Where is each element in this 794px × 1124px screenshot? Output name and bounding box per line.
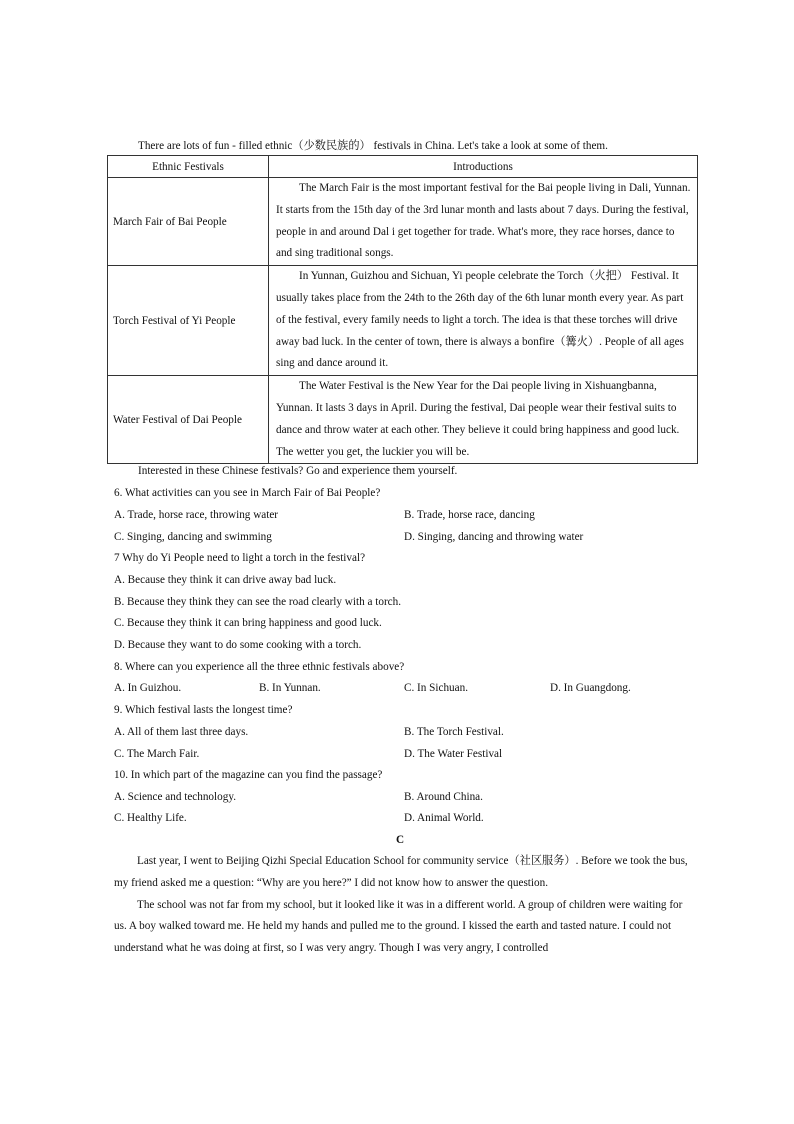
option-a: A. In Guizhou. — [114, 682, 182, 694]
column-header-introductions: Introductions — [269, 156, 698, 178]
option-b: B. Trade, horse race, dancing — [404, 509, 535, 521]
option-d: D. In Guangdong. — [550, 682, 631, 694]
option-a: A. Because they think it can drive away bad luck. — [114, 574, 337, 586]
passage-paragraph: The school was not far from my school, but it looked like it was in a different world. A group of children were waiting for us. A boy walked toward me. He held my hands and pulled me to the ground. I kissed the earth and tasted nature. I could not understand what he was doing at first, so I was very angry. Though I was very angry, I controlled — [114, 898, 683, 955]
after-table-sentence: Interested in these Chinese festivals? Go and experience them yourself. — [138, 465, 458, 477]
column-header-festivals: Ethnic Festivals — [108, 156, 269, 178]
festival-introduction: In Yunnan, Guizhou and Sichuan, Yi people celebrate the Torch（火把） Festival. It usually takes place from the 24th to the 26th day of the 6th lunar month every year. As part of the festival, every family needs to light a torch. The idea is that these torches will drive away bad luck. In the center of town, there is always a bonfire（篝火）. People of all ages sing and dance around it. — [276, 270, 684, 370]
festival-introduction: The March Fair is the most important festival for the Bai people living in Dali, Yunnan. It starts from the 15th day of the 3rd lunar month and lasts about 7 days. During the festival, people in and around Dal i get together for trade. What's more, they race horses, dance to and sing traditional songs. — [276, 182, 691, 260]
option-a: A. Trade, horse race, throwing water — [114, 509, 279, 521]
passage-paragraph: Last year, I went to Beijing Qizhi Special Education School for community service（社区服务）. Before we took the bus, my friend asked me a question: “Why are you here?” I did not know how to answer the question. — [114, 855, 688, 889]
question-stem: 9. Which festival lasts the longest time? — [114, 704, 293, 716]
option-c: C. The March Fair. — [114, 748, 200, 760]
option-b: B. Because they think they can see the road clearly with a torch. — [114, 596, 402, 608]
question-stem: 6. What activities can you see in March Fair of Bai People? — [114, 487, 381, 499]
festival-name: Water Festival of Dai People — [108, 376, 269, 464]
table-header-row — [108, 156, 698, 178]
option-c: C. Because they think it can bring happiness and good luck. — [114, 617, 382, 629]
option-a: A. All of them last three days. — [114, 726, 249, 738]
table-row — [108, 178, 698, 266]
option-a: A. Science and technology. — [114, 791, 236, 803]
option-c: C. In Sichuan. — [404, 682, 469, 694]
festival-introduction-cell — [269, 178, 698, 266]
option-d: D. Animal World. — [404, 812, 484, 824]
reading-passage — [114, 851, 694, 960]
festival-name: March Fair of Bai People — [108, 178, 269, 266]
option-d: D. The Water Festival — [404, 748, 503, 760]
option-b: B. Around China. — [404, 791, 483, 803]
option-b: B. The Torch Festival. — [404, 726, 504, 738]
table-row — [108, 266, 698, 376]
table-row — [108, 376, 698, 464]
option-d: D. Singing, dancing and throwing water — [404, 531, 584, 543]
option-c: C. Healthy Life. — [114, 812, 187, 824]
question-stem: 10. In which part of the magazine can you find the passage? — [114, 769, 383, 781]
question-stem: 8. Where can you experience all the three ethnic festivals above? — [114, 661, 405, 673]
option-b: B. In Yunnan. — [259, 682, 321, 694]
festival-introduction-cell — [269, 266, 698, 376]
option-c: C. Singing, dancing and swimming — [114, 531, 272, 543]
question-stem: 7 Why do Yi People need to light a torch in the festival? — [114, 552, 366, 564]
option-d: D. Because they want to do some cooking with a torch. — [114, 639, 362, 651]
festival-introduction-cell — [269, 376, 698, 464]
section-heading: C — [396, 834, 405, 846]
festival-introduction: The Water Festival is the New Year for the Dai people living in Xishuangbanna, Yunnan. It lasts 3 days in April. During the festival, Dai people wear their festival suits to dance and throw water at each other. They believe it could bring happiness and good luck. The wetter you get, the luckier you will be. — [276, 380, 680, 458]
intro-sentence: There are lots of fun - filled ethnic（少数民族的） festivals in China. Let's take a look at some of them. — [138, 140, 608, 152]
festivals-table — [107, 155, 698, 464]
festival-name: Torch Festival of Yi People — [108, 266, 269, 376]
